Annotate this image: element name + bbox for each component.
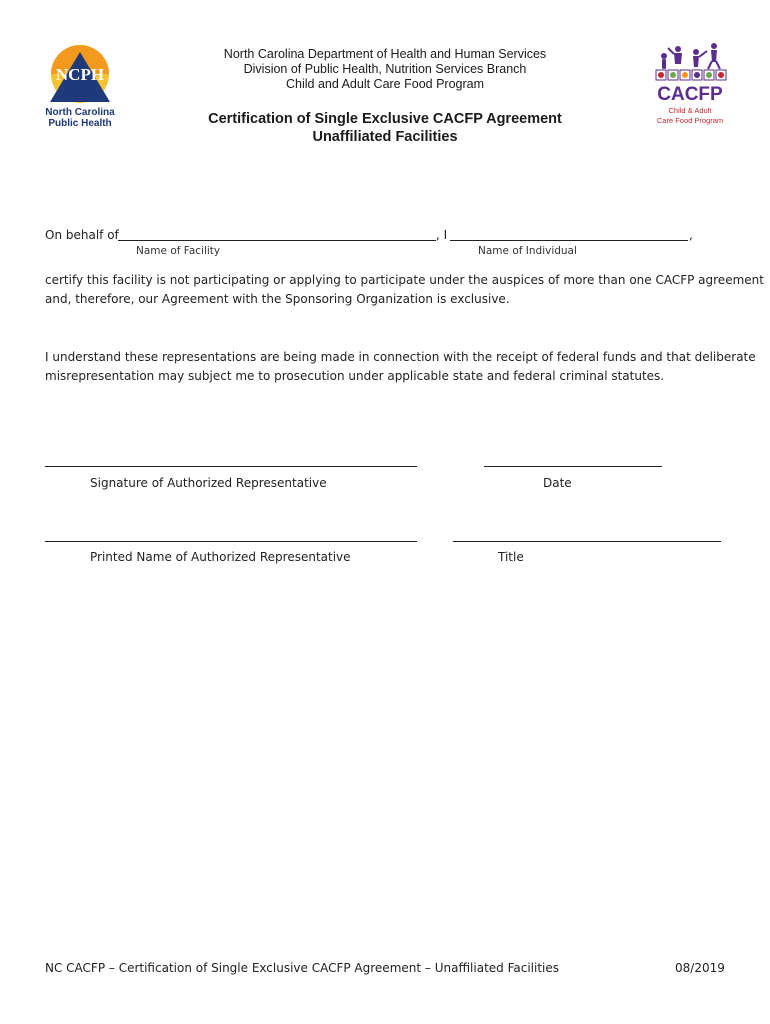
printed-name-caption: Printed Name of Authorized Representative xyxy=(90,550,351,564)
cacfp-logo-name: CACFP xyxy=(657,84,723,105)
ncph-logo-line2: Public Health xyxy=(48,118,112,128)
ncph-logo-line1: North Carolina xyxy=(45,107,115,118)
title-caption: Title xyxy=(498,550,524,564)
ncph-logo-abbr: NCPH xyxy=(55,65,105,84)
on-behalf-of-label: On behalf of xyxy=(45,228,119,242)
facility-name-caption: Name of Facility xyxy=(136,245,221,257)
program-name: Child and Adult Care Food Program xyxy=(285,77,485,91)
title-field[interactable] xyxy=(453,541,721,542)
date-field[interactable] xyxy=(484,466,662,467)
document-subtitle: Unaffiliated Facilities xyxy=(312,129,458,145)
agency-name: North Carolina Department of Health and Human Services xyxy=(223,47,547,61)
individual-name-caption: Name of Individual xyxy=(478,245,577,257)
document-title: Certification of Single Exclusive CACFP Agreement xyxy=(208,111,562,127)
signature-caption: Signature of Authorized Representative xyxy=(90,476,327,490)
food-blocks-icon xyxy=(656,70,726,80)
individual-name-field[interactable] xyxy=(450,240,688,241)
trailing-comma: , xyxy=(689,228,693,242)
understand-line-1: I understand these representations are being made in connection with the receipt of federal funds and that deliberate xyxy=(45,350,756,364)
ncph-logo xyxy=(40,44,120,128)
understand-line-2: misrepresentation may subject me to prosecution under applicable state and federal criminal statutes. xyxy=(45,369,665,383)
cacfp-logo-line1: Child & Adult xyxy=(668,106,712,115)
facility-name-field[interactable] xyxy=(118,240,436,241)
date-caption: Date xyxy=(543,476,572,490)
certify-line-2: and, therefore, our Agreement with the Sponsoring Organization is exclusive. xyxy=(45,292,510,306)
footer-revision-date: 08/2019 xyxy=(675,961,725,975)
signature-field[interactable] xyxy=(45,466,417,467)
certify-line-1: certify this facility is not participating or applying to participate under the auspices of more than one CACFP agreement xyxy=(45,273,764,287)
division-name: Division of Public Health, Nutrition Services Branch xyxy=(243,62,527,76)
footer-form-name: NC CACFP – Certification of Single Exclusive CACFP Agreement – Unaffiliated Facilities xyxy=(45,961,560,975)
cacfp-logo xyxy=(652,40,728,128)
comma-i-label: , I xyxy=(436,228,448,242)
ncph-logo-graphic xyxy=(40,44,120,128)
cacfp-logo-line2: Care Food Program xyxy=(656,116,724,125)
children-figures-icon xyxy=(661,43,720,69)
cacfp-logo-graphic xyxy=(652,40,728,128)
printed-name-field[interactable] xyxy=(45,541,417,542)
